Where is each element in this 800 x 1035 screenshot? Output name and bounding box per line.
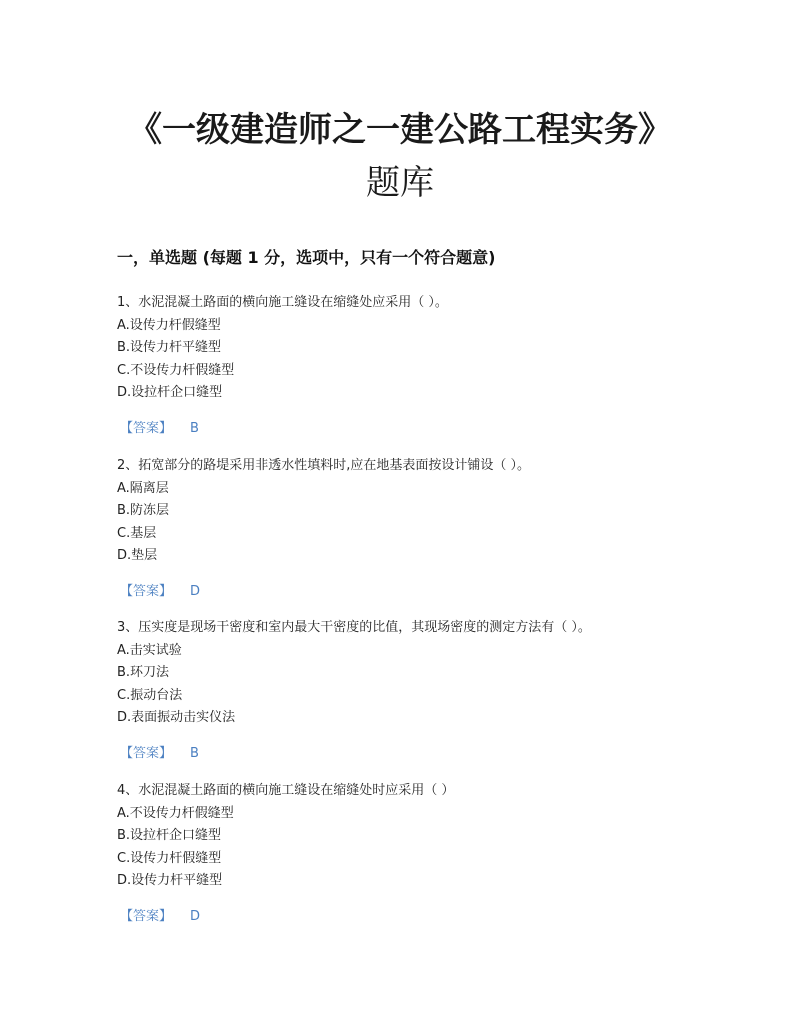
option-b: B.设拉杆企口缝型 <box>117 828 222 843</box>
option-d: D.垫层 <box>117 548 158 563</box>
document-title-line-1: 《一级建造师之一建公路工程实务》 <box>128 110 672 150</box>
question-1 <box>117 292 717 439</box>
answer-value: D <box>190 908 201 924</box>
answer-line <box>117 907 717 927</box>
section-heading: 一，单选题 (每题 1 分，选项中，只有一个符合题意) <box>117 248 496 267</box>
option-b: B.防冻层 <box>117 503 170 518</box>
option-c: C.基层 <box>117 525 157 541</box>
option-d: D.表面振动击实仪法 <box>117 710 236 725</box>
question-stem: 4、水泥混凝土路面的横向施工缝设在缩缝处时应采用（ ） <box>117 783 455 798</box>
option-c: C.设传力杆假缝型 <box>117 850 222 866</box>
answer-value: B <box>190 420 199 436</box>
option-b: B.环刀法 <box>117 665 170 680</box>
question-4 <box>117 780 717 927</box>
option-d: D.设拉杆企口缝型 <box>117 385 223 400</box>
question-2 <box>117 455 717 602</box>
option-b: B.设传力杆平缝型 <box>117 340 222 355</box>
question-stem: 1、水泥混凝土路面的横向施工缝设在缩缝处应采用（ ）。 <box>117 295 448 310</box>
question-stem: 2、拓宽部分的路堤采用非透水性填料时,应在地基表面按设计铺设（ ）。 <box>117 458 531 473</box>
answer-label: 【答案】 <box>120 583 173 599</box>
option-a: A.隔离层 <box>117 480 169 496</box>
option-c: C.振动台法 <box>117 687 183 703</box>
answer-value: B <box>190 745 199 761</box>
question-stem: 3、压实度是现场干密度和室内最大干密度的比值，其现场密度的测定方法有（ ）。 <box>117 620 591 635</box>
answer-label: 【答案】 <box>120 420 173 436</box>
option-a: A.击实试验 <box>117 642 182 658</box>
option-d: D.设传力杆平缝型 <box>117 873 223 888</box>
answer-line <box>117 744 717 764</box>
document-title-line-2: 题库 <box>366 163 434 203</box>
question-3 <box>117 617 717 764</box>
answer-line <box>117 582 717 602</box>
answer-label: 【答案】 <box>120 908 173 924</box>
answer-label: 【答案】 <box>120 745 173 761</box>
answer-line <box>117 419 717 439</box>
option-a: A.不设传力杆假缝型 <box>117 805 234 821</box>
option-c: C.不设传力杆假缝型 <box>117 362 235 378</box>
answer-value: D <box>190 583 201 599</box>
option-a: A.设传力杆假缝型 <box>117 317 221 333</box>
